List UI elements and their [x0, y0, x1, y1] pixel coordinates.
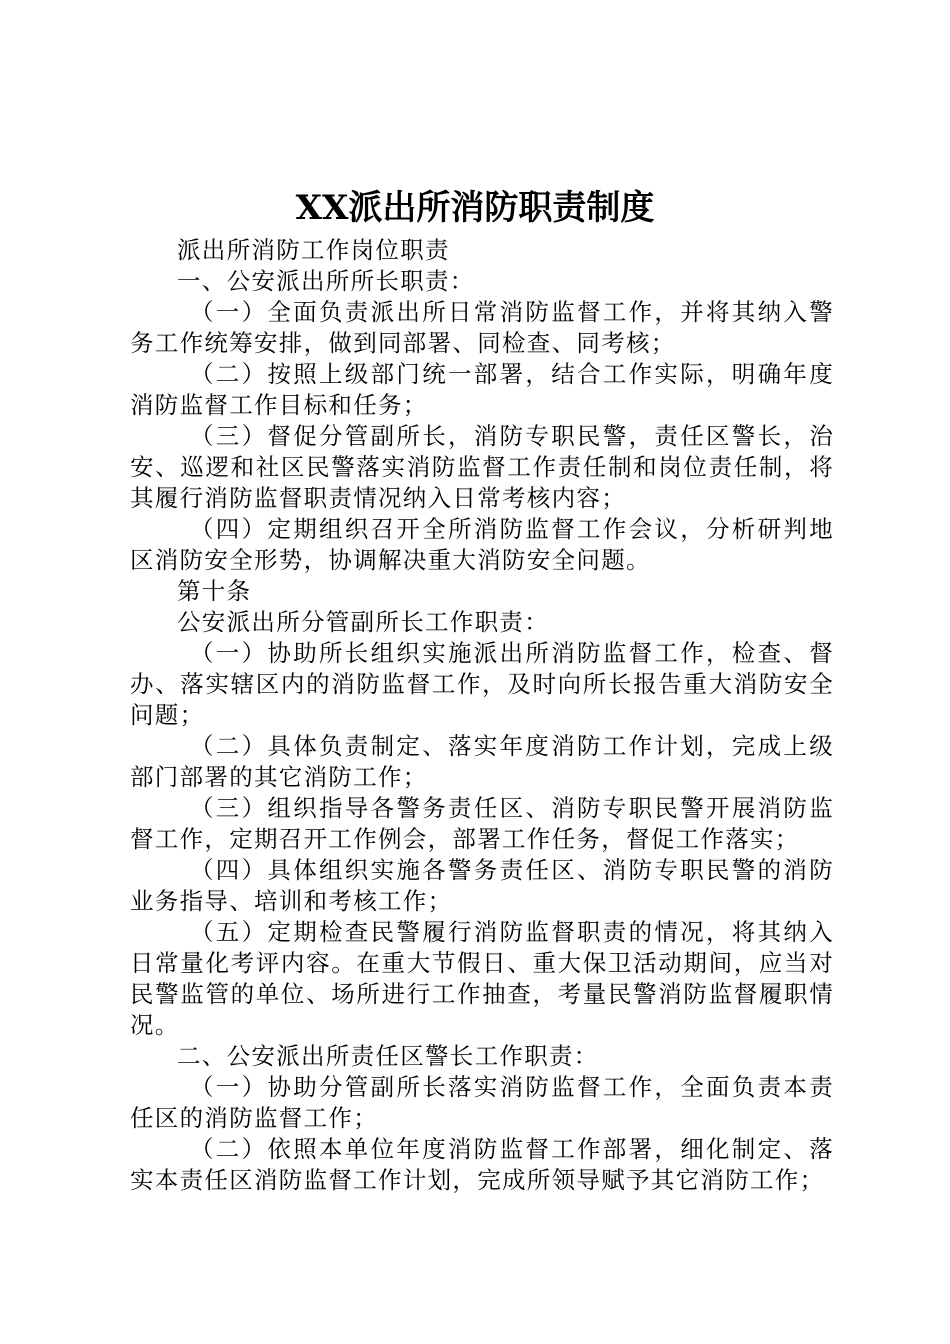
article-number: 第十条: [177, 577, 252, 605]
section-heading: 二、公安派出所责任区警长工作职责：: [177, 1042, 599, 1070]
paragraph: （四）定期组织召开全所消防监督工作会议，分析研判地区消防安全形势，协调解决重大消防安全问题。: [130, 515, 834, 574]
paragraph: （一）协助所长组织实施派出所消防监督工作，检查、督办、落实辖区内的消防监督工作，及时向所长报告重大消防安全问题；: [130, 639, 834, 729]
section-heading: 派出所消防工作岗位职责: [177, 236, 450, 264]
paragraph: （二）具体负责制定、落实年度消防工作计划，完成上级部门部署的其它消防工作；: [130, 732, 834, 791]
paragraph: （一）协助分管副所长落实消防监督工作，全面负责本责任区的消防监督工作；: [130, 1073, 834, 1132]
paragraph: （一）全面负责派出所日常消防监督工作，并将其纳入警务工作统筹安排，做到同部署、同检查、同考核；: [130, 298, 834, 357]
section-heading: 一、公安派出所所长职责：: [177, 267, 475, 295]
paragraph: （五）定期检查民警履行消防监督职责的情况，将其纳入日常量化考评内容。在重大节假日、重大保卫活动期间，应当对民警监管的单位、场所进行工作抽查，考量民警消防监督履职情况。: [130, 918, 834, 1039]
paragraph: （三）督促分管副所长，消防专职民警，责任区警长，治安、巡逻和社区民警落实消防监督工作责任制和岗位责任制，将其履行消防监督职责情况纳入日常考核内容；: [130, 422, 834, 512]
paragraph: （三）组织指导各警务责任区、消防专职民警开展消防监督工作，定期召开工作例会，部署工作任务，督促工作落实；: [130, 794, 834, 853]
paragraph: （二）按照上级部门统一部署，结合工作实际，明确年度消防监督工作目标和任务；: [130, 360, 834, 419]
document-title: XX派出所消防职责制度: [295, 188, 655, 228]
paragraph: （二）依照本单位年度消防监督工作部署，细化制定、落实本责任区消防监督工作计划，完成所领导赋予其它消防工作；: [130, 1135, 834, 1194]
section-heading: 公安派出所分管副所长工作职责：: [177, 608, 549, 636]
document-body: [130, 235, 834, 1196]
paragraph: （四）具体组织实施各警务责任区、消防专职民警的消防业务指导、培训和考核工作；: [130, 856, 834, 915]
